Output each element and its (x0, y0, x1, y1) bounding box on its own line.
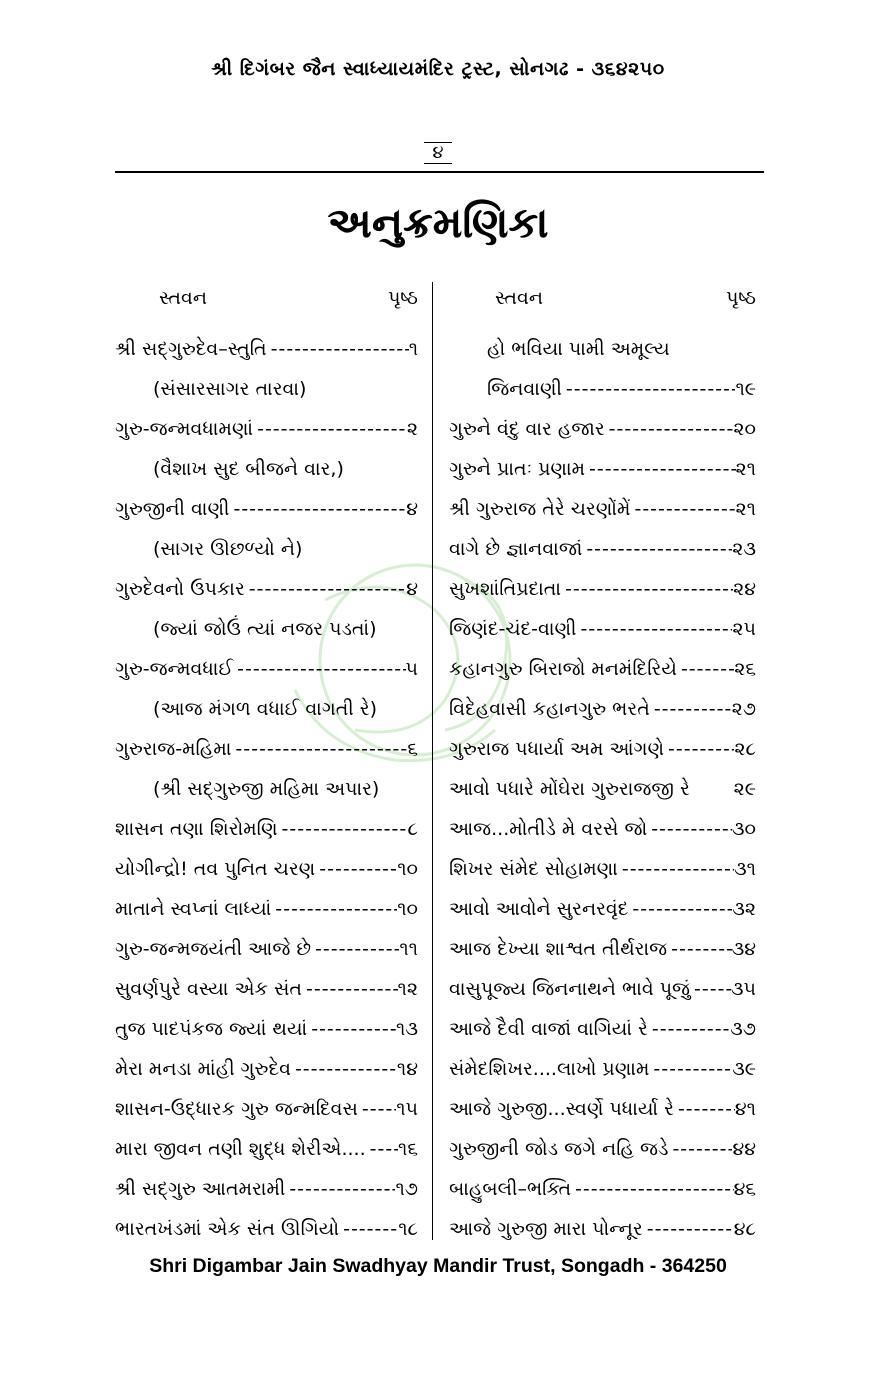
dot-leader (291, 1049, 397, 1089)
dot-leader (647, 809, 732, 849)
entry-page: ૧૫ (396, 1098, 418, 1120)
stavan-label: સ્તવન (495, 287, 543, 309)
entry-title: માતાને સ્વપ્નાં લાધ્યાં (115, 898, 272, 920)
entry-page: ૧૬ (398, 1138, 418, 1160)
index-entry (449, 729, 756, 769)
entry-page: ૨૦ (733, 418, 756, 440)
entry-page: ૩૨ (732, 898, 756, 920)
entry-page: ૨૪ (733, 578, 756, 600)
index-entry (115, 529, 418, 569)
column-header-right (449, 280, 756, 316)
entry-title: જિણંદ-ચંદ-વાણી (449, 618, 577, 640)
index-entry (115, 369, 418, 409)
entry-page: ૨૯ (733, 778, 756, 800)
index-entry (449, 1009, 756, 1049)
index-entry (115, 769, 418, 809)
index-entry (115, 649, 418, 689)
index-entry (115, 489, 418, 529)
entry-title: ગુરુ-જન્મવધાઈ (115, 658, 234, 680)
entry-title: આવો પધારે મોંઘેરા ગુરુરાજજી રે (449, 778, 690, 800)
entry-title: વાસુપૂજ્ય જિનનાથને ભાવે પૂજું (449, 978, 691, 1000)
entry-page: ૩૯ (732, 1058, 756, 1080)
entry-page: ૧૩ (396, 1018, 418, 1040)
index-entry (449, 1129, 756, 1169)
dot-leader (245, 569, 406, 609)
entry-title: હો ભવિયા પામી અમૂલ્ય (487, 338, 670, 360)
entry-page: ૨૧ (735, 498, 756, 520)
index-entry (115, 729, 418, 769)
dot-leader (650, 689, 732, 729)
entry-title: યોગીન્દ્રો! તવ પુનિત ચરણ (115, 858, 316, 880)
entry-page: ૧૨ (397, 978, 418, 1000)
dot-leader (315, 849, 397, 889)
dot-leader (311, 929, 399, 969)
dot-leader (302, 969, 398, 1009)
entry-title: (આજ મંગળ વધાઈ વાગતી રે) (153, 698, 378, 720)
entry-page: ૨૩ (732, 538, 756, 560)
entry-title: શાસન તણા શિરોમણિ (115, 818, 278, 840)
entry-page: ૨ (406, 418, 418, 440)
entry-title: શિખર સંમેદ સોહામણા (449, 858, 618, 880)
page-title: અનુક્રમણિકા (327, 198, 549, 247)
stavan-label: સ્તવન (159, 287, 207, 309)
index-entry (449, 489, 756, 529)
entry-page: ૨૫ (732, 618, 756, 640)
entry-page: ૮ (407, 818, 418, 840)
entry-title: સુવર્ણપુરે વસ્યા એક સંત (115, 978, 302, 1000)
entry-page: ૧ (408, 338, 418, 360)
column-header-left (115, 280, 418, 316)
index-entry (449, 649, 756, 689)
entry-title: શ્રી ગુરુરાજ તેરે ચરણોંમેં (449, 498, 631, 520)
index-entry (115, 329, 418, 369)
dot-leader (278, 809, 408, 849)
dot-leader (643, 1209, 734, 1249)
index-list-left (115, 329, 418, 1249)
index-entry (449, 569, 756, 609)
index-column-right (449, 280, 756, 1249)
index-entry (449, 449, 756, 489)
entry-title: સંમેદશિખર....લાખો પ્રણામ (449, 1058, 650, 1080)
entry-page: ૧૦ (397, 898, 418, 920)
dot-leader (585, 449, 735, 489)
index-entry (115, 1209, 418, 1249)
dot-leader (285, 1169, 395, 1209)
index-entry (115, 689, 418, 729)
column-divider (432, 282, 433, 1240)
entry-title: શ્રી સદ્‌ગુરુદેવ–સ્તુતિ (115, 338, 267, 360)
dot-leader (231, 729, 407, 769)
index-entry (449, 1169, 756, 1209)
entry-page: ૩૪ (731, 938, 756, 960)
entry-title: મારા જીવન તણી શુદ્ધ શેરીએ.... (115, 1138, 366, 1160)
entry-title: જિનવાણી (487, 378, 562, 400)
entry-title: આજે ગુરુજી મારા પોન્નૂર (449, 1218, 643, 1240)
entry-title: વાગે છે જ્ઞાનવાજાં (449, 538, 583, 560)
dot-leader (561, 569, 733, 609)
index-entry (115, 1169, 418, 1209)
index-entry (449, 929, 756, 969)
header-rule (115, 171, 764, 173)
index-list-right (449, 329, 756, 1249)
index-entry (115, 1049, 418, 1089)
entry-title: આજ દેખ્યા શાશ્વત તીર્થરાજ (449, 938, 668, 960)
entry-title: આજ...મોતીડે મે વરસે જો (449, 818, 648, 840)
index-entry (115, 569, 418, 609)
entry-page: ૨૭ (731, 698, 756, 720)
entry-title: (સાગર ઊછળ્યો ને) (153, 538, 303, 560)
entry-title: વિદેહવાસી કહાનગુરુ ભરતે (449, 698, 650, 720)
page-number-value: ૪ (424, 142, 451, 164)
index-entry (449, 409, 756, 449)
dot-leader (668, 1129, 732, 1169)
index-entry (115, 809, 418, 849)
entry-title: ગુરુદેવનો ઉપકાર (115, 578, 245, 600)
entry-page: ૫ (405, 658, 418, 680)
dot-leader (649, 1049, 732, 1089)
index-entry (449, 969, 756, 1009)
index-entry (449, 689, 756, 729)
entry-title: ગુરુજીની જોડ જગે નહિ જડે (449, 1138, 669, 1160)
entry-title: ગુરુરાજ-મહિમા (115, 738, 232, 760)
entry-title: બાહુબલી–ભક્તિ (449, 1178, 572, 1200)
index-entry (449, 369, 756, 409)
entry-title: ભારતખંડમાં એક સંત ઊગિયો (115, 1218, 340, 1240)
entry-page: ૩૦ (731, 818, 756, 840)
dot-leader (648, 1009, 730, 1049)
page-header: શ્રી દિગંબર જૈન સ્વાધ્યાયમંદિર ટ્રસ્ટ, સોનગઢ - ૩૬૪૨૫૦ (211, 58, 665, 80)
index-entry (449, 849, 756, 889)
dot-leader (267, 329, 409, 369)
dot-leader (229, 489, 406, 529)
dot-leader (630, 489, 735, 529)
dot-leader (618, 849, 734, 889)
entry-page: ૧૭ (395, 1178, 418, 1200)
entry-page: ૪ (406, 578, 418, 600)
entry-page: ૩૫ (730, 978, 756, 1000)
entry-title: (જ્યાં જોઉં ત્યાં નજર પડતાં) (153, 618, 377, 640)
entry-title: ગુરુને વંદુ વાર હજાર (449, 418, 605, 440)
entry-title: આજે દૈવી વાજાં વાગિયાં રે (449, 1018, 648, 1040)
dot-leader (677, 649, 734, 689)
dot-leader (576, 609, 732, 649)
page-footer: Shri Digambar Jain Swadhyay Mandir Trust, Songadh - 364250 (149, 1255, 727, 1277)
dot-leader (605, 409, 734, 449)
entry-title: શાસન-ઉદ્ધારક ગુરુ જન્મદિવસ (115, 1098, 358, 1120)
index-entry (115, 929, 418, 969)
entry-page: ૧૧ (399, 938, 418, 960)
index-entry (115, 1009, 418, 1049)
entry-title: ગુરુરાજ પધાર્યા અમ આંગણે (449, 738, 665, 760)
entry-title: સુખશાંતિપ્રદાતા (449, 578, 562, 600)
index-entry (449, 529, 756, 569)
index-entry (115, 889, 418, 929)
entry-page: ૪૪ (732, 1138, 756, 1160)
index-column-left (115, 280, 418, 1249)
index-entry (115, 449, 418, 489)
index-entry (115, 609, 418, 649)
dot-leader (307, 1009, 396, 1049)
entry-page: ૪૧ (734, 1098, 756, 1120)
entry-page: ૨૧ (735, 458, 756, 480)
entry-page: ૩૧ (734, 858, 756, 880)
index-entry (449, 609, 756, 649)
index-entry (115, 849, 418, 889)
dot-leader (562, 369, 736, 409)
entry-title: કહાનગુરુ બિરાજો મનમંદિરિયે (449, 658, 677, 680)
entry-page: ૧૦ (397, 858, 418, 880)
entry-page: ૪૮ (733, 1218, 756, 1240)
entry-title: આજે ગુરુજી...સ્વર્ણે પધાર્યા રે (449, 1098, 674, 1120)
dot-leader (366, 1129, 398, 1169)
index-entry (449, 769, 756, 809)
entry-title: આવો આવોને સુરનરવૃંદ (449, 898, 629, 920)
entry-page: ૪૬ (733, 1178, 756, 1200)
index-entry (449, 809, 756, 849)
entry-page: ૧૪ (396, 1058, 418, 1080)
page-label: પૃષ્ઠ (388, 287, 418, 309)
entry-page: ૧૯ (735, 378, 756, 400)
dot-leader (674, 1089, 735, 1129)
index-entry (115, 1129, 418, 1169)
entry-title: મેરા મનડા માંહી ગુરુદેવ (115, 1058, 291, 1080)
dot-leader (358, 1089, 396, 1129)
entry-title: (સંસારસાગર તારવા) (153, 378, 307, 400)
entry-page: ૧૮ (398, 1218, 418, 1240)
dot-leader (253, 409, 407, 449)
dot-leader (271, 889, 397, 929)
index-entry (115, 969, 418, 1009)
entry-page: ૩૭ (730, 1018, 756, 1040)
dot-leader (664, 729, 734, 769)
entry-title: ગુરુજીની વાણી (115, 498, 230, 520)
index-entry (449, 889, 756, 929)
dot-leader (233, 649, 405, 689)
index-entry (449, 1049, 756, 1089)
entry-title: તુજ પાદપંકજ જ્યાં થયાં (115, 1018, 308, 1040)
entry-title: (શ્રી સદ્‌ગુરુજી મહિમા અપાર) (153, 778, 380, 800)
dot-leader (582, 529, 732, 569)
entry-title: શ્રી સદ્‌ગુરુ આતમરામી (115, 1178, 286, 1200)
index-entry (115, 1089, 418, 1129)
entry-page: ૨૬ (734, 658, 756, 680)
dot-leader (339, 1209, 398, 1249)
dot-leader (667, 929, 731, 969)
entry-title: ગુરુ-જન્મવધામણાં (115, 418, 254, 440)
index-entry (449, 1209, 756, 1249)
index-entry (449, 329, 756, 369)
entry-title: ગુરુને પ્રાતઃ પ્રણામ (449, 458, 586, 480)
page-number (0, 142, 876, 164)
dot-leader (628, 889, 732, 929)
entry-page: ૪ (406, 498, 418, 520)
index-entry (115, 409, 418, 449)
entry-page: ૨૮ (734, 738, 756, 760)
index-entry (449, 1089, 756, 1129)
entry-title: (વૈશાખ સુદ બીજને વાર,) (153, 458, 344, 480)
entry-page: ૬ (407, 738, 418, 760)
page-label: પૃષ્ઠ (726, 287, 756, 309)
dot-leader (690, 969, 731, 1009)
dot-leader (571, 1169, 734, 1209)
entry-title: ગુરુ-જન્મજયંતી આજે છે (115, 938, 312, 960)
